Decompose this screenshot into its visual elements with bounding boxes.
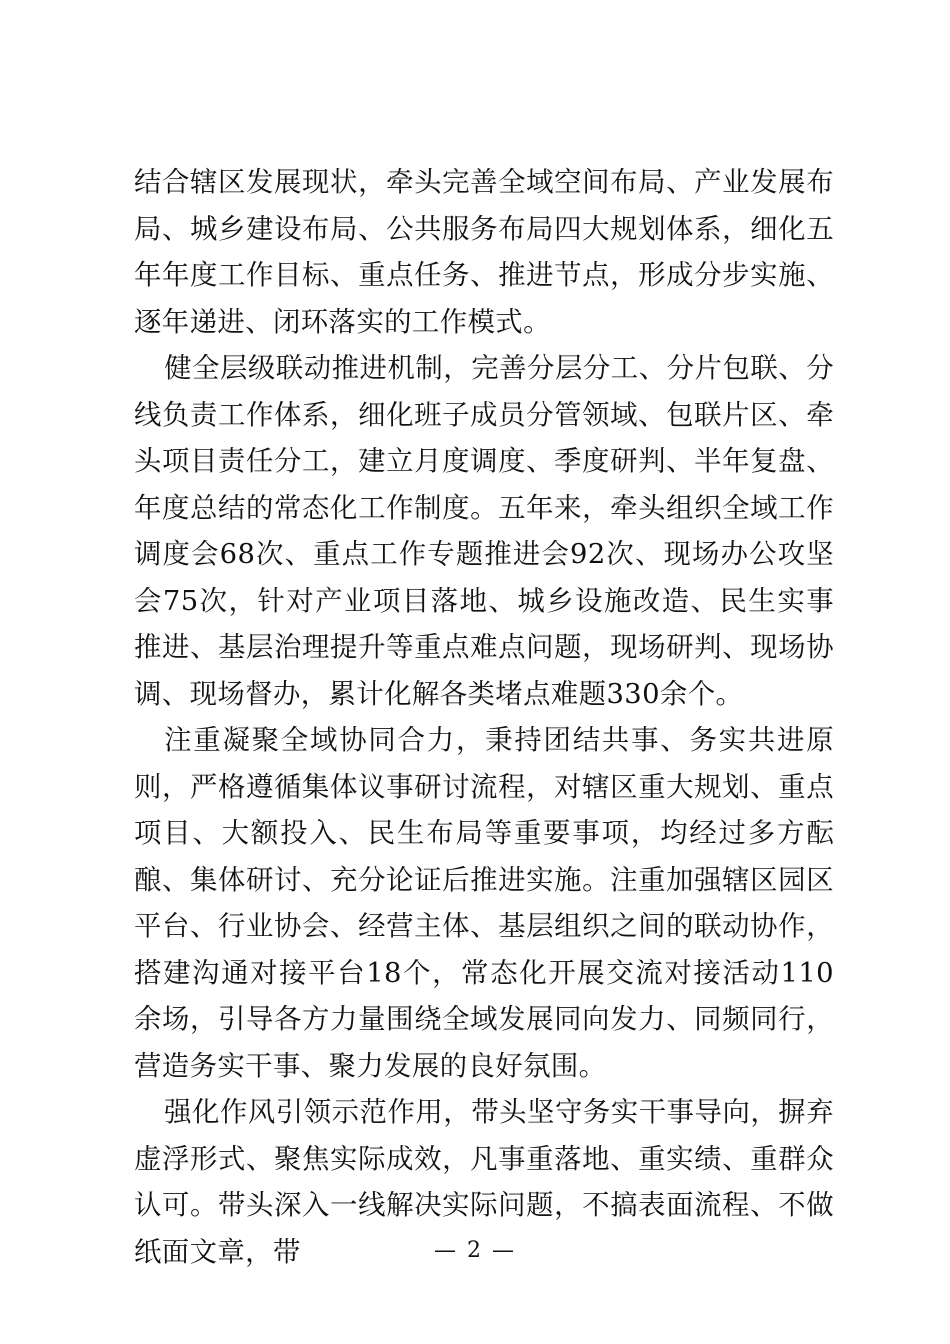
paragraph-4: 强化作风引领示范作用，带头坚守务实干事导向，摒弃虚浮形式、聚焦实际成效，凡事重落地、重实绩、重群众认可。带头深入一线解决实际问题，不搞表面流程、不做纸面文章，带 — [134, 1097, 834, 1268]
paragraph-1: 结合辖区发展现状，牵头完善全域空间布局、产业发展布局、城乡建设布局、公共服务布局四大规划体系，细化五年年度工作目标、重点任务、推进节点，形成分步实施、逐年递进、闭环落实的工作模式。 — [134, 167, 834, 338]
document-body — [134, 160, 834, 1276]
paragraph-2: 健全层级联动推进机制，完善分层分工、分片包联、分线负责工作体系，细化班子成员分管领域、包联片区、牵头项目责任分工，建立月度调度、季度研判、半年复盘、年度总结的常态化工作制度。五年来，牵头组织全域工作调度会68次、重点工作专题推进会92次、现场办公攻坚会75次，针对产业项目落地、城乡设施改造、民生实事推进、基层治理提升等重点难点问题，现场研判、现场协调、现场督办，累计化解各类堵点难题330余个。 — [134, 353, 834, 710]
page-number: — 2 — — [434, 1238, 516, 1263]
paragraph-3: 注重凝聚全域协同合力，秉持团结共事、务实共进原则，严格遵循集体议事研讨流程，对辖区重大规划、重点项目、大额投入、民生布局等重要事项，均经过多方酝酿、集体研讨、充分论证后推进实施。注重加强辖区园区平台、行业协会、经营主体、基层组织之间的联动协作，搭建沟通对接平台18个，常态化开展交流对接活动110余场，引导各方力量围绕全域发展同向发力、同频同行，营造务实干事、聚力发展的良好氛围。 — [134, 725, 834, 1082]
